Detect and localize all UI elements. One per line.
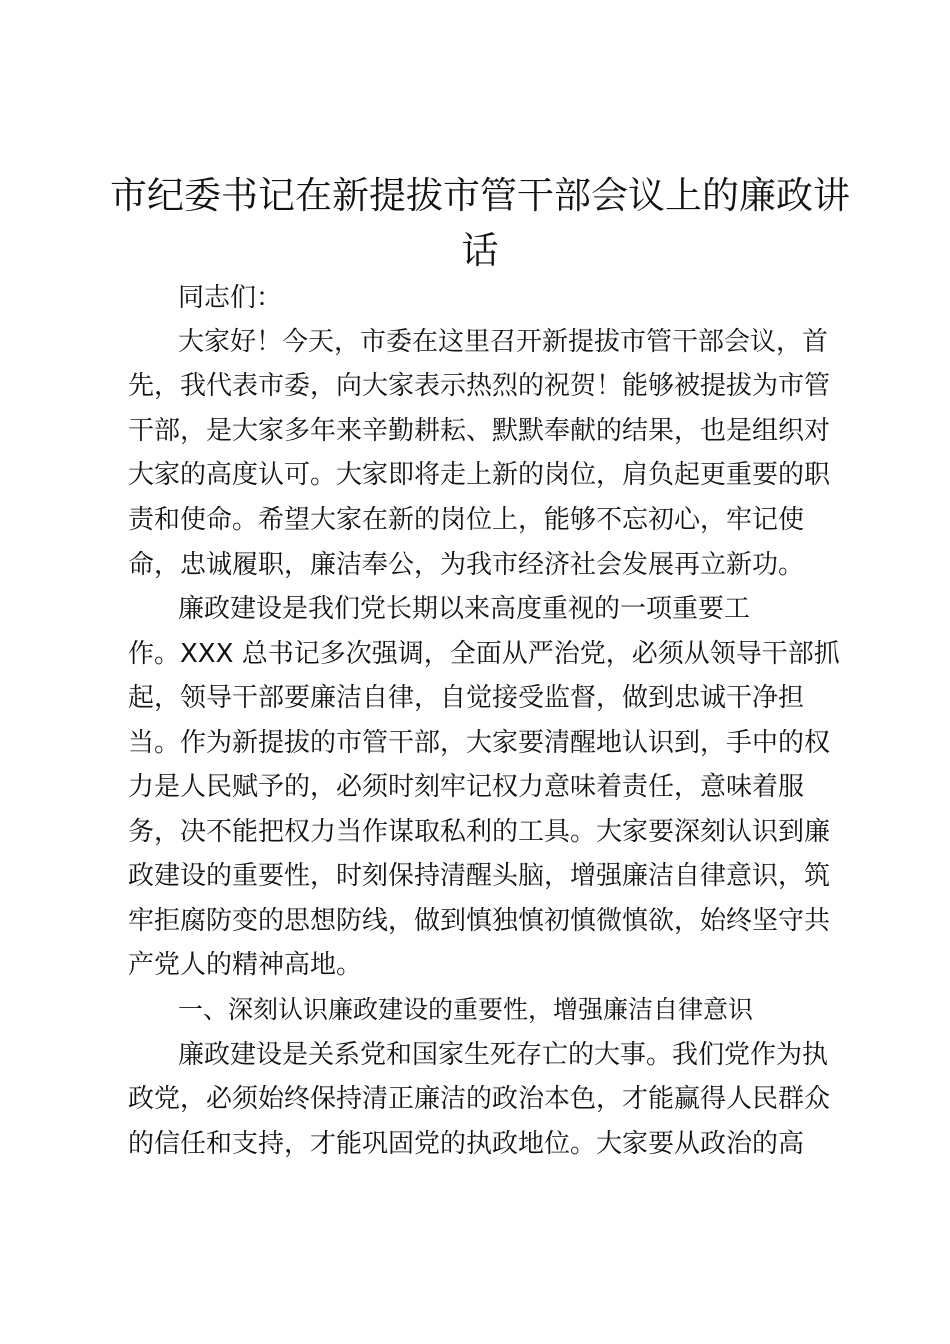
paragraph-line: 政党，必须始终保持清正廉洁的政治本色，才能赢得人民群众 — [128, 1084, 831, 1114]
title-line-2: 话 — [461, 229, 499, 272]
paragraph-line: 当。作为新提拔的市管干部，大家要清醒地认识到，手中的权 — [128, 728, 831, 758]
paragraph-line: 力是人民赋予的，必须时刻牢记权力意味着责任，意味着服 — [128, 772, 805, 802]
paragraph-line: 大家的高度认可。大家即将走上新的岗位，肩负起更重要的职 — [128, 460, 831, 490]
section-heading: 一、深刻认识廉政建设的重要性，增强廉洁自律意识 — [178, 995, 754, 1024]
paragraph-line: 命，忠诚履职，廉洁奉公，为我市经济社会发展再立新功。 — [128, 550, 805, 580]
paragraph-line: 务，决不能把权力当作谋取私利的工具。大家要深刻认识到廉 — [128, 817, 831, 847]
title-line-1: 市纪委书记在新提拔市管干部会议上的廉政讲 — [110, 174, 850, 217]
paragraph-line: 廉政建设是关系党和国家生死存亡的大事。我们党作为执 — [178, 1040, 829, 1070]
paragraph-line: 作。XXX 总书记多次强调，全面从严治党，必须从领导干部抓 — [128, 639, 840, 669]
document-title — [110, 168, 850, 278]
paragraph-line: 责和使命。希望大家在新的岗位上，能够不忘初心，牢记使 — [128, 505, 805, 535]
paragraph-line: 廉政建设是我们党长期以来高度重视的一项重要工 — [178, 594, 751, 624]
paragraph-line: 牢拒腐防变的思想防线，做到慎独慎初慎微慎欲，始终坚守共 — [128, 906, 831, 936]
paragraph-line: 政建设的重要性，时刻保持清醒头脑，增强廉洁自律意识，筑 — [128, 861, 831, 891]
paragraph-line: 干部，是大家多年来辛勤耕耘、默默奉献的结果，也是组织对 — [128, 416, 831, 446]
paragraph-line: 的信任和支持，才能巩固党的执政地位。大家要从政治的高 — [128, 1129, 805, 1159]
salutation: 同志们： — [178, 283, 283, 313]
paragraph-line: 起，领导干部要廉洁自律，自觉接受监督，做到忠诚干净担 — [128, 683, 805, 713]
paragraph-line: 产党人的精神高地。 — [128, 950, 363, 980]
paragraph-line: 大家好！今天，市委在这里召开新提拔市管干部会议，首 — [178, 327, 829, 357]
paragraph-line: 先，我代表市委，向大家表示热烈的祝贺！能够被提拔为市管 — [128, 371, 831, 401]
